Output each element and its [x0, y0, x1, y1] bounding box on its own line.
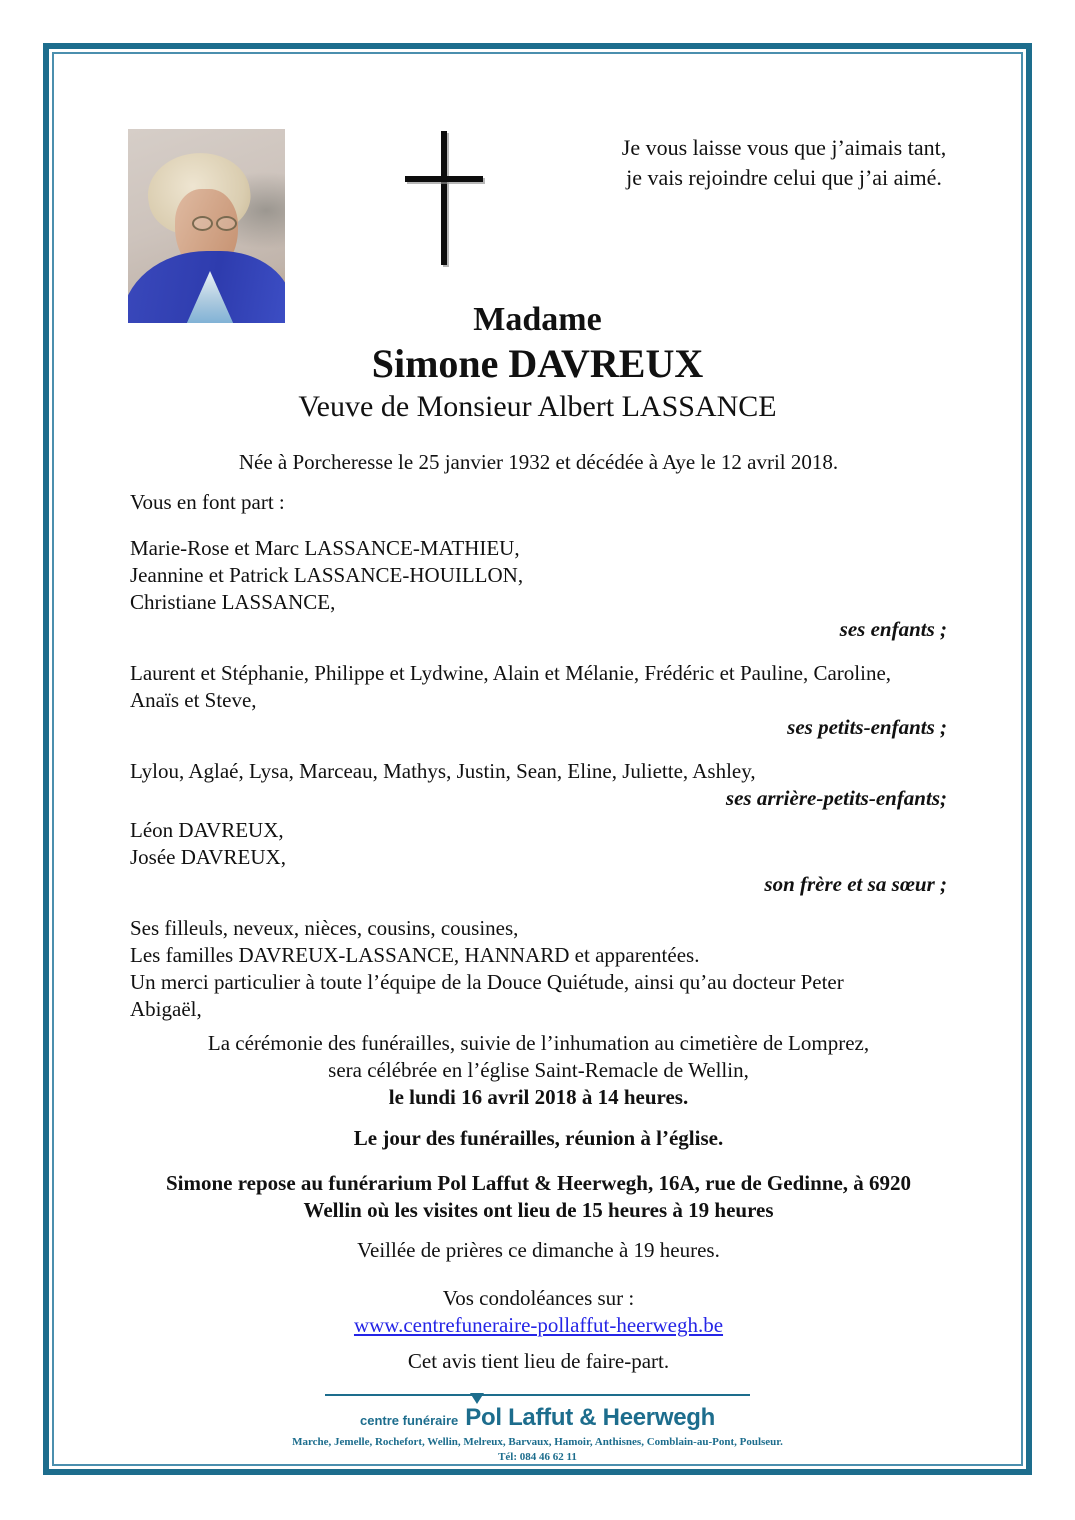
photo-glasses-right-lens [216, 216, 237, 231]
family-line: Christiane LASSANCE, [130, 590, 336, 614]
family-line: Anaïs et Steve, [130, 688, 257, 712]
condolences-link-line [130, 1312, 947, 1339]
family-line: Josée DAVREUX, [130, 845, 286, 869]
epitaph-quote [584, 133, 984, 193]
repose-line-1: Simone repose au funérarium Pol Laffut & Heerwegh, 16A, rue de Gedinne, à 6920 [165, 1171, 912, 1195]
announcement-body [130, 449, 947, 1375]
birth-death-line: Née à Porcheresse le 25 janvier 1932 et décédée à Aye le 12 avril 2018. [238, 450, 839, 474]
relation-label: ses petits-enfants ; [787, 715, 947, 739]
ceremony-paragraph [130, 1030, 947, 1111]
title-subtitle: Veuve de Monsieur Albert LASSANCE [298, 390, 777, 423]
brand-prefix: centre funéraire [360, 1413, 459, 1428]
brand-name: Pol Laffut & Heerwegh [465, 1404, 715, 1431]
cross-vertical-bar [441, 131, 447, 265]
ceremony-date-line: le lundi 16 avril 2018 à 14 heures. [388, 1085, 689, 1109]
ceremony-line-2: sera célébrée en l’église Saint-Remacle de Wellin, [328, 1058, 749, 1082]
closing-line: Abigaël, [130, 997, 202, 1021]
reunion-line: Le jour des funérailles, réunion à l’église. [353, 1126, 724, 1150]
condolences-link[interactable]: www.centrefuneraire-pollaffut-heerwegh.be [353, 1313, 724, 1337]
epitaph-line-1: Je vous laisse vous que j’aimais tant, [621, 135, 947, 160]
condolences-label: Vos condoléances sur : [442, 1286, 635, 1310]
triangle-icon [470, 1393, 484, 1404]
family-group-grandchildren [130, 660, 947, 741]
announcement-line: Vous en font part : [130, 490, 285, 514]
closing-line: Ses filleuls, neveux, nièces, cousins, cousines, [130, 916, 519, 940]
portrait-photo [128, 129, 285, 323]
family-line: Jeannine et Patrick LASSANCE-HOUILLON, [130, 563, 524, 587]
cross-horizontal-bar [405, 176, 483, 182]
family-line: Marie-Rose et Marc LASSANCE-MATHIEU, [130, 536, 520, 560]
footer-divider-line [325, 1394, 750, 1396]
ceremony-line-1: La cérémonie des funérailles, suivie de l’inhumation au cimetière de Lomprez, [207, 1031, 870, 1055]
repose-line-2: Wellin où les visites ont lieu de 15 heures à 19 heures [303, 1198, 774, 1222]
notice-line: Cet avis tient lieu de faire-part. [407, 1349, 670, 1373]
deceased-name: Simone DAVREUX [371, 341, 704, 386]
repose-paragraph [130, 1170, 947, 1224]
vigil-line: Veillée de prières ce dimanche à 19 heures. [357, 1238, 720, 1262]
relation-label: son frère et sa sœur ; [764, 872, 947, 896]
family-group-children [130, 535, 947, 643]
closing-paragraph [130, 915, 947, 1023]
title-block [54, 300, 1021, 426]
footer-locations: Marche, Jemelle, Rochefort, Wellin, Melreux, Barvaux, Hamoir, Anthisnes, Comblain-au-Pont, Poulseur. [292, 1436, 783, 1448]
funeral-home-logo [54, 1405, 1021, 1434]
title-salutation: Madame [473, 301, 602, 338]
document-content [54, 54, 1021, 1464]
photo-glasses-left-lens [192, 216, 213, 231]
closing-line: Un merci particulier à toute l’équipe de la Douce Quiétude, ainsi qu’au docteur Peter [130, 970, 844, 994]
relation-label: ses enfants ; [839, 617, 947, 641]
funeral-home-footer [54, 1394, 1021, 1464]
relation-label: ses arrière-petits-enfants; [725, 786, 947, 810]
closing-line: Les familles DAVREUX-LASSANCE, HANNARD et apparentées. [130, 943, 700, 967]
footer-phone: Tél: 084 46 62 11 [498, 1451, 577, 1463]
family-line: Léon DAVREUX, [130, 818, 284, 842]
family-group-great-grandchildren [130, 758, 947, 812]
family-line: Lylou, Aglaé, Lysa, Marceau, Mathys, Justin, Sean, Eline, Juliette, Ashley, [130, 759, 756, 783]
condolences-block [130, 1285, 947, 1339]
family-line: Laurent et Stéphanie, Philippe et Lydwine, Alain et Mélanie, Frédéric et Pauline, Caroline, [130, 661, 892, 685]
cross-icon [405, 131, 483, 265]
epitaph-line-2: je vais rejoindre celui que j’ai aimé. [626, 165, 942, 190]
family-group-siblings [130, 817, 947, 898]
